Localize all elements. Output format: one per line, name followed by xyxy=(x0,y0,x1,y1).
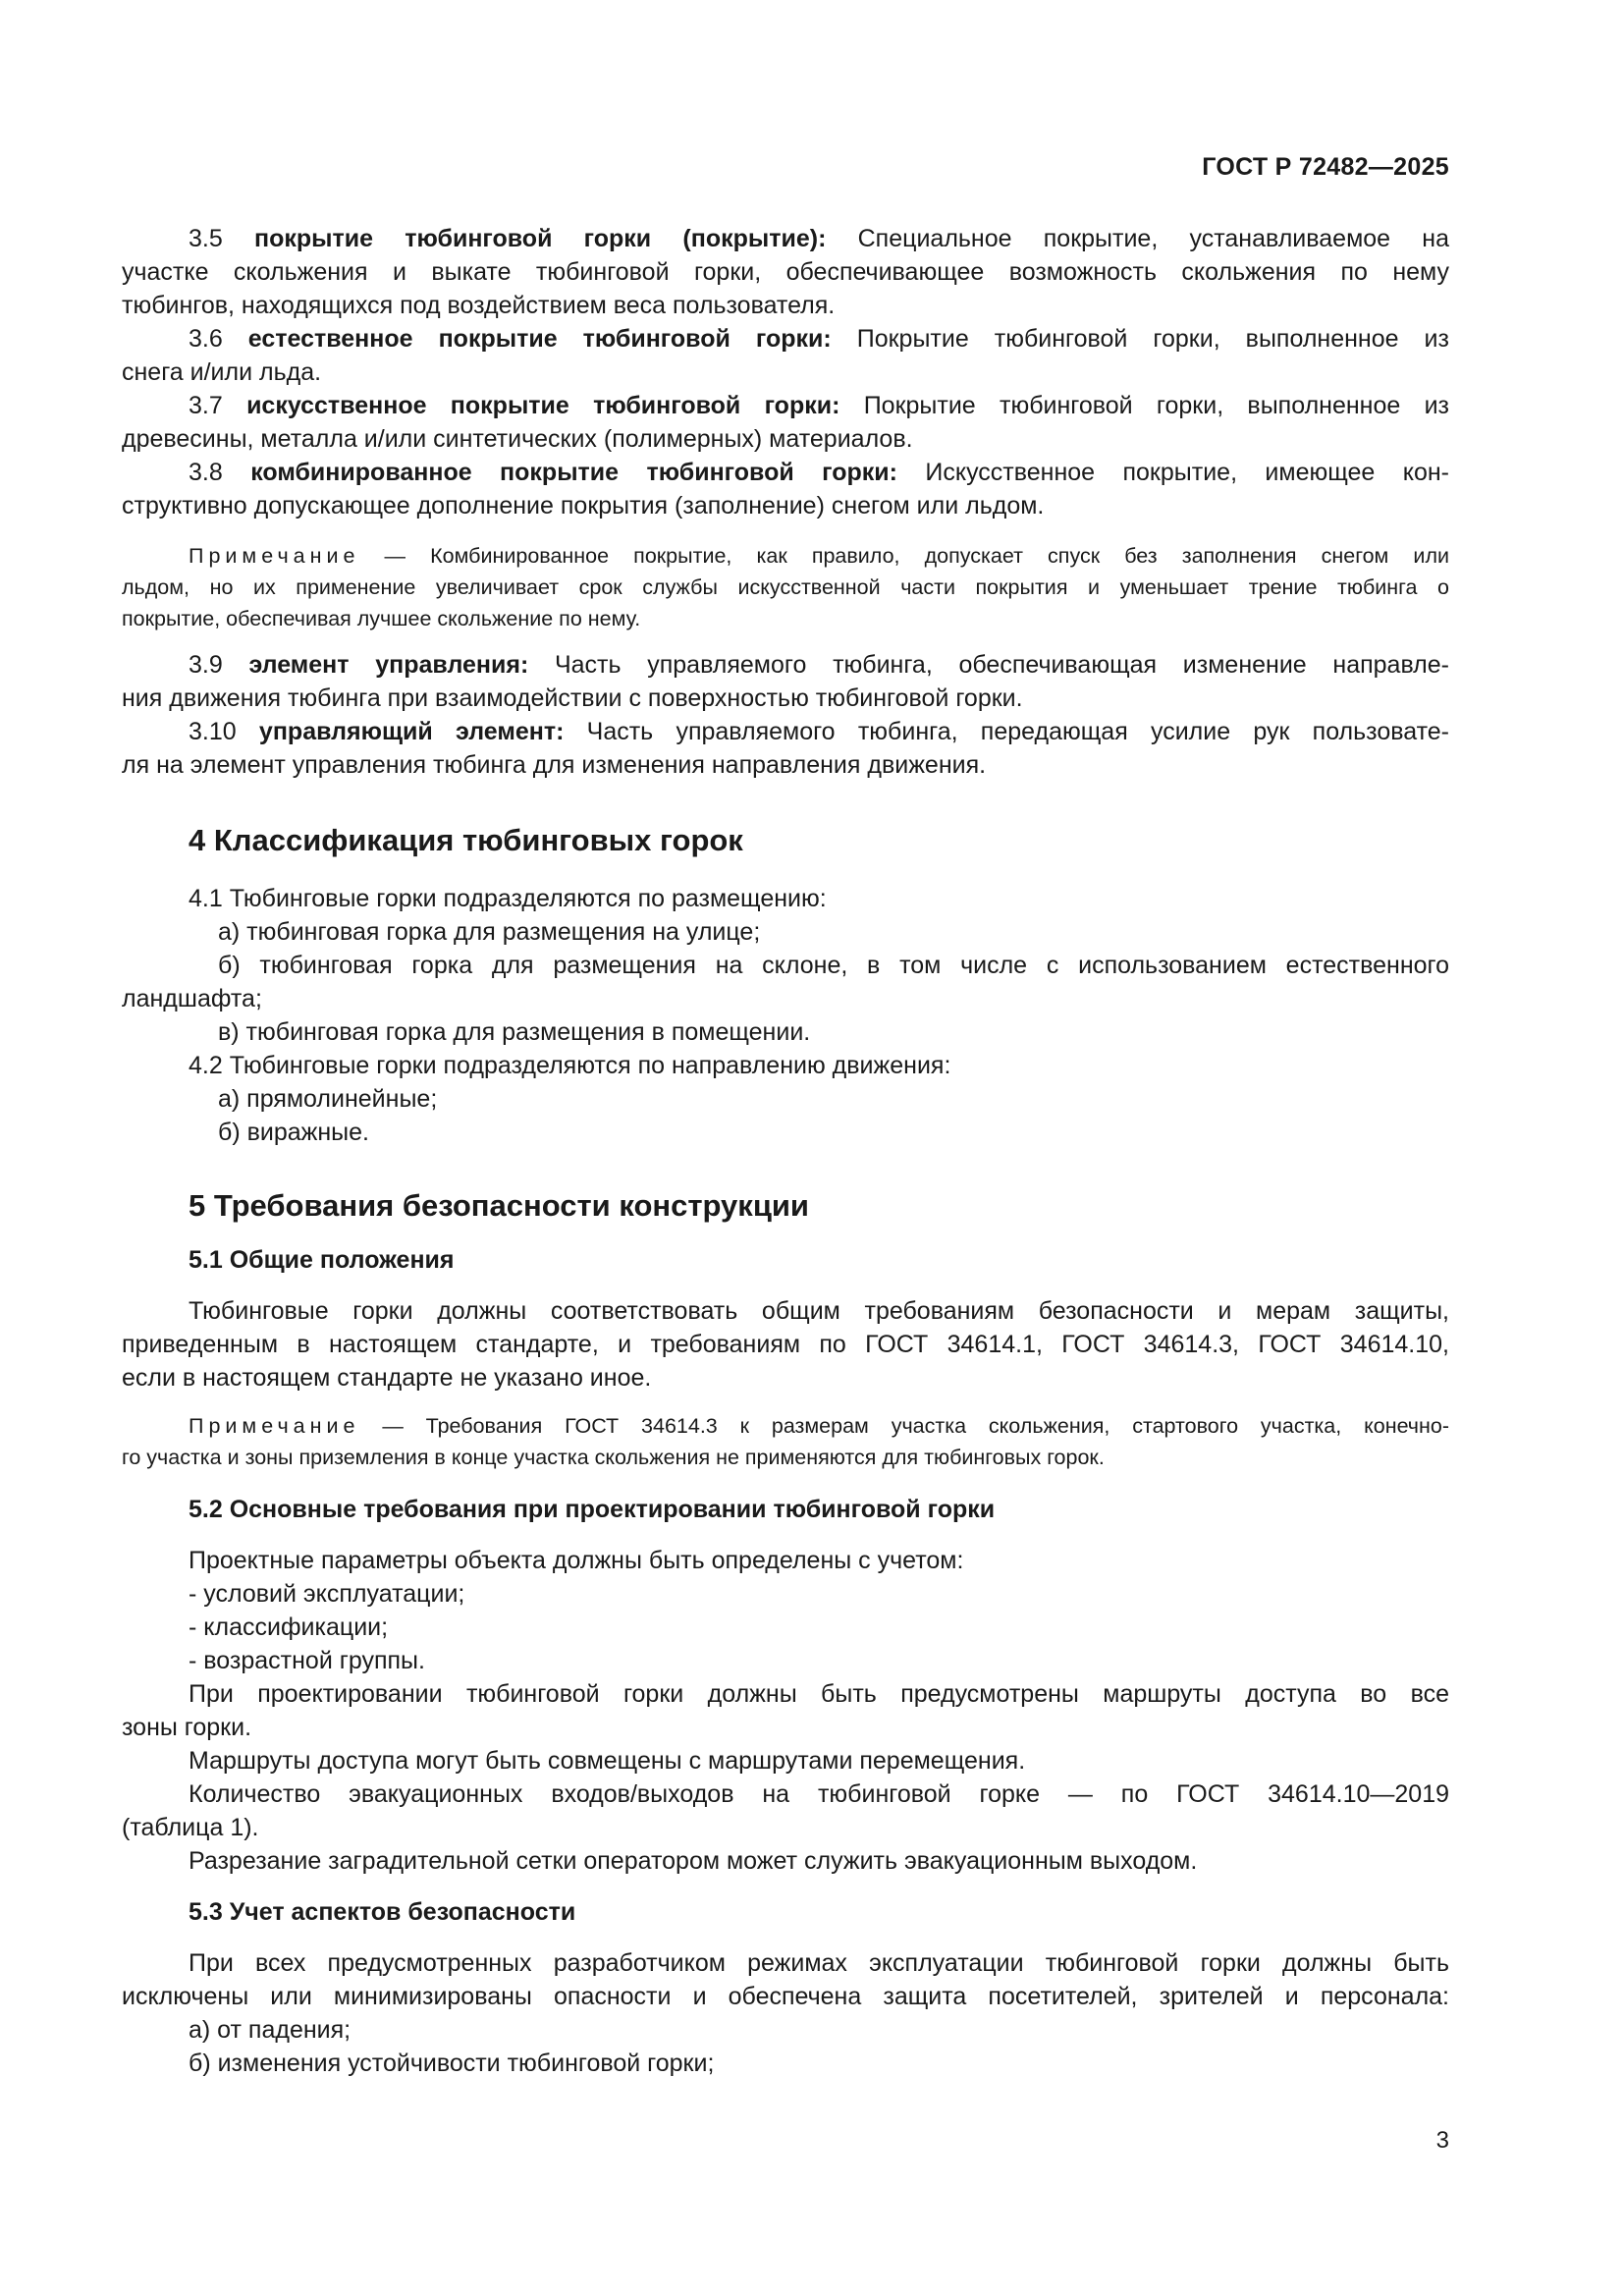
clause-5-1-line3: если в настоящем стандарте не указано иное. xyxy=(122,1364,652,1392)
term-3-10-line2: ля на элемент управления тюбинга для изменения направления движения. xyxy=(122,751,987,779)
clause-5-2-p3: Маршруты доступа могут быть совмещены с маршрутами перемещения. xyxy=(189,1747,1026,1775)
term-3-7-line2: древесины, металла и/или синтетических (полимерных) материалов. xyxy=(122,425,913,453)
subsection-5-1-heading: 5.1 Общие положения xyxy=(189,1246,455,1274)
clause-5-3-line1: При всех предусмотренных разработчиком режимах эксплуатации тюбинговой горки должны быть xyxy=(189,1949,1449,1977)
page-number: 3 xyxy=(1435,2127,1449,2154)
clause-5-3-item-b: б) изменения устойчивости тюбинговой горки; xyxy=(189,2050,715,2077)
clause-5-2-item-1: - условий эксплуатации; xyxy=(189,1580,465,1608)
note-1-line3: покрытие, обеспечивая лучшее скольжение по нему. xyxy=(122,607,641,630)
section-5-heading: 5 Требования безопасности конструкции xyxy=(189,1188,809,1223)
term-3-6-line1: 3.6 естественное покрытие тюбинговой горки: Покрытие тюбинговой горки, выполненное из xyxy=(189,325,1449,353)
clause-4-2-b: б) виражные. xyxy=(218,1119,369,1146)
clause-5-2-p2-line1: При проектировании тюбинговой горки должны быть предусмотрены маршруты доступа во все xyxy=(189,1680,1449,1708)
clause-5-2-p4-line2: (таблица 1). xyxy=(122,1814,259,1841)
clause-5-2-intro: Проектные параметры объекта должны быть определены с учетом: xyxy=(189,1547,964,1574)
clause-5-2-item-2: - классификации; xyxy=(189,1613,389,1641)
subsection-5-2-heading: 5.2 Основные требования при проектировании тюбинговой горки xyxy=(189,1496,996,1523)
clause-4-1: 4.1 Тюбинговые горки подразделяются по размещению: xyxy=(189,885,827,912)
term-3-6-line2: снега и/или льда. xyxy=(122,358,322,386)
clause-4-1-a: а) тюбинговая горка для размещения на улице; xyxy=(218,918,761,946)
term-3-9-line1: 3.9 элемент управления: Часть управляемого тюбинга, обеспечивающая изменение направле- xyxy=(189,651,1449,679)
term-3-10-line1: 3.10 управляющий элемент: Часть управляемого тюбинга, передающая усилие рук пользовате- xyxy=(189,718,1450,745)
note-2-line2: го участка и зоны приземления в конце участка скольжения не применяются для тюбинговых горок. xyxy=(122,1446,1105,1469)
term-3-9-line2: ния движения тюбинга при взаимодействии с поверхностью тюбинговой горки. xyxy=(122,684,1023,712)
clause-5-3-item-a: а) от падения; xyxy=(189,2016,352,2044)
term-3-7-line1: 3.7 искусственное покрытие тюбинговой горки: Покрытие тюбинговой горки, выполненное из xyxy=(189,392,1449,419)
term-3-8-line2: структивно допускающее дополнение покрытия (заполнение) снегом или льдом. xyxy=(122,492,1045,519)
term-3-5-line1: 3.5 покрытие тюбинговой горки (покрытие): Специальное покрытие, устанавливаемое на xyxy=(189,225,1449,252)
section-4-heading: 4 Классификация тюбинговых горок xyxy=(189,823,743,857)
note-1-line1: Примечание — Комбинированное покрытие, как правило, допускает спуск без заполнения снегом или xyxy=(189,544,1449,568)
clause-4-2: 4.2 Тюбинговые горки подразделяются по направлению движения: xyxy=(189,1052,951,1079)
clause-5-2-p2-line2: зоны горки. xyxy=(122,1714,252,1741)
clause-5-1-line1: Тюбинговые горки должны соответствовать общим требованиям безопасности и мерам защиты, xyxy=(189,1297,1449,1325)
clause-4-1-b-line1: б) тюбинговая горка для размещения на склоне, в том числе с использованием естественного xyxy=(218,952,1449,979)
document-code: ГОСТ Р 72482—2025 xyxy=(1202,153,1449,181)
clause-5-2-p5: Разрезание заградительной сетки оператором может служить эвакуационным выходом. xyxy=(189,1847,1198,1875)
clause-5-2-p4-line1: Количество эвакуационных входов/выходов на тюбинговой горке — по ГОСТ 34614.10—2019 xyxy=(189,1780,1449,1808)
note-2-line1: Примечание — Требования ГОСТ 34614.3 к размерам участка скольжения, стартового участка, конечно- xyxy=(189,1414,1449,1438)
clause-5-1-line2: приведенным в настоящем стандарте, и требованиям по ГОСТ 34614.1, ГОСТ 34614.3, ГОСТ 34614.10, xyxy=(122,1331,1449,1358)
clause-4-2-a: а) прямолинейные; xyxy=(218,1085,438,1113)
term-3-5-line2: участке скольжения и выкате тюбинговой горки, обеспечивающее возможность скольжения по нему xyxy=(122,258,1449,286)
term-3-5-line3: тюбингов, находящихся под воздействием веса пользователя. xyxy=(122,292,836,319)
term-3-8-line1: 3.8 комбинированное покрытие тюбинговой горки: Искусственное покрытие, имеющее кон- xyxy=(189,459,1450,486)
document-page xyxy=(122,0,1449,2296)
clause-4-1-c: в) тюбинговая горка для размещения в помещении. xyxy=(218,1018,811,1046)
note-1-line2: льдом, но их применение увеличивает срок службы искусственной части покрытия и уменьшает трение тюбинга о xyxy=(122,575,1449,599)
clause-4-1-b-line2: ландшафта; xyxy=(122,985,262,1012)
clause-5-3-line2: исключены или минимизированы опасности и обеспечена защита посетителей, зрителей и персонала: xyxy=(122,1983,1449,2010)
clause-5-2-item-3: - возрастной группы. xyxy=(189,1647,425,1674)
subsection-5-3-heading: 5.3 Учет аспектов безопасности xyxy=(189,1898,576,1926)
